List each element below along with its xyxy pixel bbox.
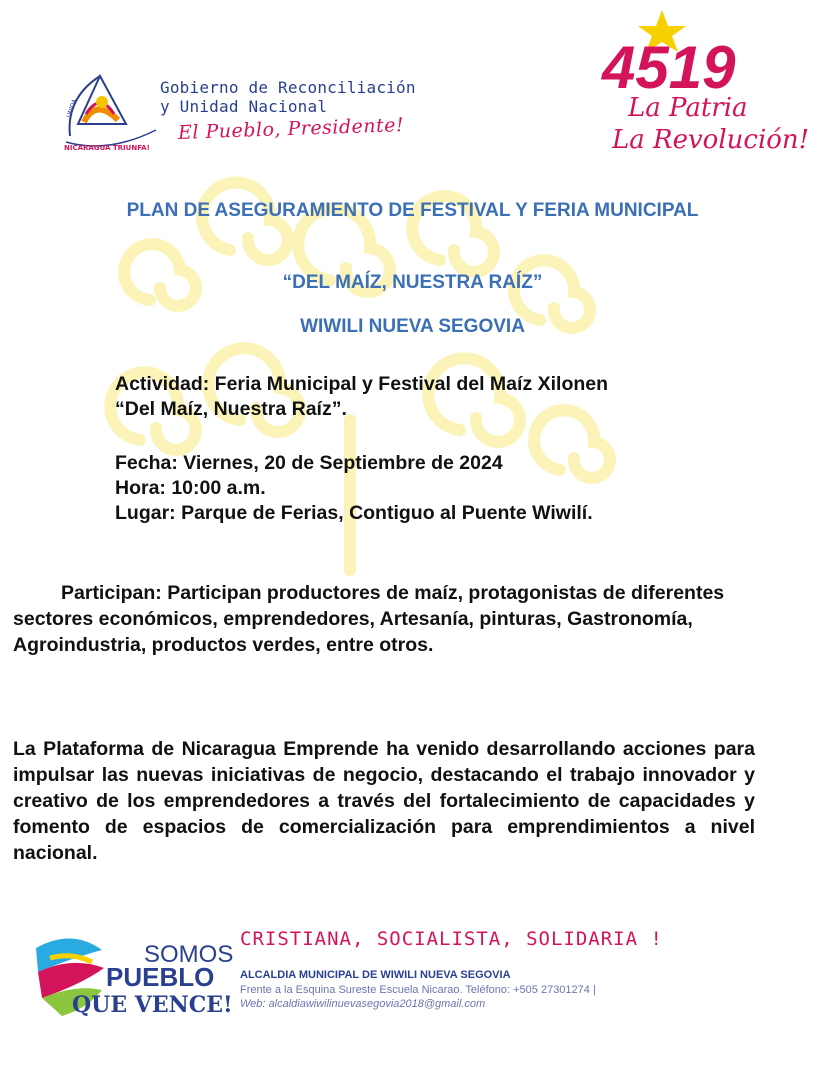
festival-name: “DEL MAÍZ, NUESTRA RAÍZ” [282, 272, 543, 293]
schedule-block [115, 451, 593, 526]
government-slogan: El Pueblo, Presidente! [177, 114, 405, 144]
location-title: WIWILI NUEVA SEGOVIA [300, 316, 525, 337]
footer-motto: CRISTIANA, SOCIALISTA, SOLIDARIA ! [240, 928, 663, 950]
somos-line1: SOMOS [144, 941, 234, 968]
date-line: Fecha: Viernes, 20 de Septiembre de 2024 [115, 452, 503, 474]
government-title-line1: Gobierno de Reconciliación [160, 78, 416, 97]
municipality-web: Web: alcaldiawiwilinuevasegovia2018@gmail.com [240, 998, 486, 1010]
somos-line2: PUEBLO [106, 962, 215, 992]
participants-text: Participan: Participan productores de maíz, protagonistas de diferentes sectores económicos, emprendedores, Artesanía, pinturas, Gastronomía, Agroindustria, productos verdes, entre otros. [13, 582, 725, 656]
government-title-line2: y Unidad Nacional [160, 97, 328, 116]
municipality-name: ALCALDIA MUNICIPAL DE WIWILI NUEVA SEGOVIA [240, 969, 511, 981]
participants-paragraph [13, 580, 755, 658]
anniversary-number: 4519 [602, 34, 736, 101]
somos-line3: QUE VENCE! [72, 992, 233, 1018]
anniversary-line2: La Revolución! [612, 125, 810, 155]
government-seal-logo [56, 58, 166, 153]
government-title [160, 78, 416, 116]
activity-line1: Actividad: Feria Municipal y Festival del Maíz Xilonen [115, 373, 609, 395]
municipality-address: Frente a la Esquina Sureste Escuela Nicarao. Teléfono: +505 27301274 | [240, 984, 596, 996]
activity-block [115, 372, 608, 422]
activity-line2: “Del Maíz, Nuestra Raíz”. [115, 398, 347, 420]
place-line: Lugar: Parque de Ferias, Contiguo al Puente Wiwilí. [115, 502, 593, 524]
seal-top-text: UNIDA [65, 98, 79, 119]
anniversary-4519-logo [600, 8, 810, 158]
somos-pueblo-logo [32, 928, 232, 1018]
seal-bottom-text: NICARAGUA TRIUNFA! [64, 144, 150, 152]
document-title: PLAN DE ASEGURAMIENTO DE FESTIVAL Y FERIA MUNICIPAL [126, 200, 699, 221]
time-line: Hora: 10:00 a.m. [115, 477, 266, 499]
anniversary-line1: La Patria [628, 93, 748, 123]
platform-paragraph: La Plataforma de Nicaragua Emprende ha venido desarrollando acciones para impulsar las nuevas iniciativas de negocio, destacando el trabajo innovador y creativo de los emprendedores a través del fortalecimiento de capacidades y fomento de espacios de comercialización para emprendimientos a nivel nacional. [13, 738, 755, 864]
